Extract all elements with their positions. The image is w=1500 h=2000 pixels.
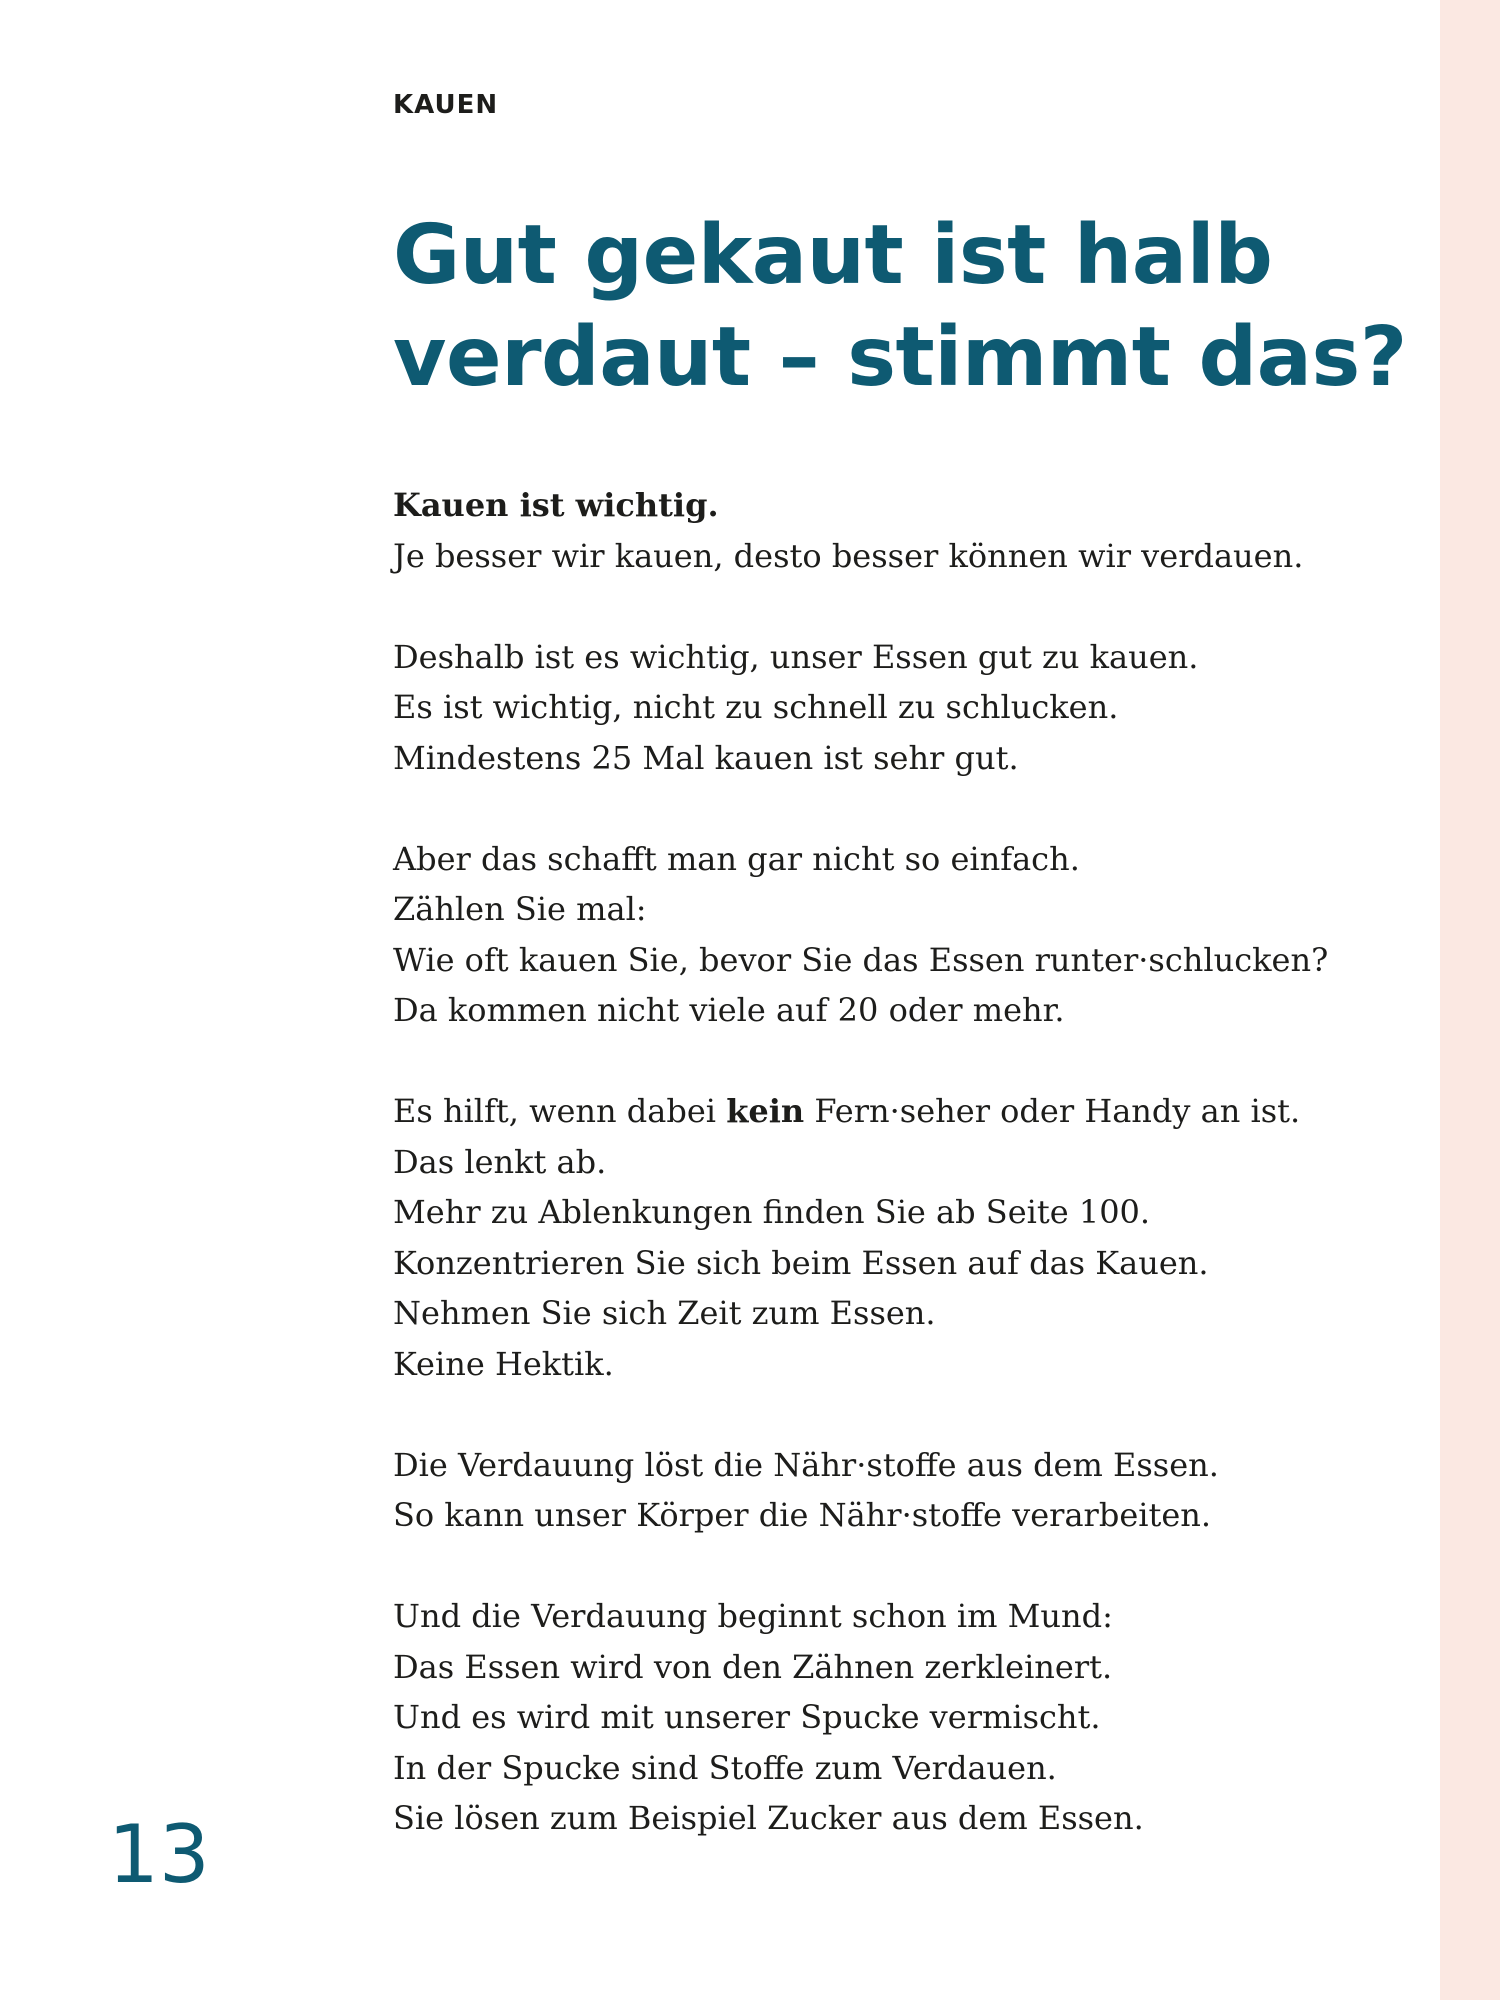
text-line: Wie oft kauen Sie, bevor Sie das Essen runter·schlucken? — [393, 940, 1329, 979]
text-line: Sie lösen zum Beispiel Zucker aus dem Essen. — [393, 1799, 1144, 1837]
section-label: KAUEN — [393, 90, 499, 120]
emphasis-word: kein — [726, 1092, 805, 1130]
text-line: Zählen Sie mal: — [393, 890, 647, 928]
text-line: Und die Verdauung beginnt schon im Mund: — [393, 1597, 1113, 1635]
text-line: Aber das schafft man gar nicht so einfach. — [393, 839, 1080, 878]
text-line: Die Verdauung löst die Nähr·stoffe aus dem Essen. — [393, 1445, 1219, 1484]
paragraph — [393, 834, 1373, 1036]
page-number: 13 — [108, 1808, 210, 1901]
text-line: Je besser wir kauen, desto besser können wir verdauen. — [393, 536, 1304, 575]
paragraph — [393, 480, 1373, 581]
text-line: Da kommen nicht viele auf 20 oder mehr. — [393, 991, 1065, 1029]
text-segment: Fern·seher oder Handy an ist. — [804, 1092, 1301, 1130]
text-line: Mehr zu Ablenkungen finden Sie ab Seite 100. — [393, 1193, 1151, 1231]
text-line: So kann unser Körper die Nähr·stoffe verarbeiten. — [393, 1496, 1212, 1534]
paragraph — [393, 1591, 1373, 1844]
text-line: Mindestens 25 Mal kauen ist sehr gut. — [393, 738, 1019, 777]
text-line: Konzentrieren Sie sich beim Essen auf das Kauen. — [393, 1243, 1209, 1282]
title-line: Gut gekaut ist halb — [393, 208, 1273, 303]
text-segment: Es hilft, wenn dabei — [393, 1092, 727, 1130]
text-line: Deshalb ist es wichtig, unser Essen gut zu kauen. — [393, 637, 1199, 676]
lead-sentence: Kauen ist wichtig. — [393, 486, 719, 524]
text-line — [393, 1086, 1373, 1137]
text-line: Und es wird mit unserer Spucke vermischt. — [393, 1698, 1101, 1736]
text-line: Keine Hektik. — [393, 1344, 614, 1383]
title-line: verdaut – stimmt das? — [393, 310, 1407, 405]
paragraph — [393, 1086, 1373, 1389]
text-line: Es ist wichtig, nicht zu schnell zu schlucken. — [393, 688, 1119, 726]
side-color-band — [1440, 0, 1500, 2000]
text-line: Das lenkt ab. — [393, 1142, 607, 1181]
text-line: In der Spucke sind Stoffe zum Verdauen. — [393, 1748, 1057, 1787]
text-line: Das Essen wird von den Zähnen zerkleinert. — [393, 1647, 1113, 1686]
text-line: Nehmen Sie sich Zeit zum Essen. — [393, 1294, 936, 1332]
paragraph — [393, 632, 1373, 784]
paragraph — [393, 1440, 1373, 1541]
page-title — [393, 205, 1407, 409]
body-text — [393, 480, 1373, 1894]
